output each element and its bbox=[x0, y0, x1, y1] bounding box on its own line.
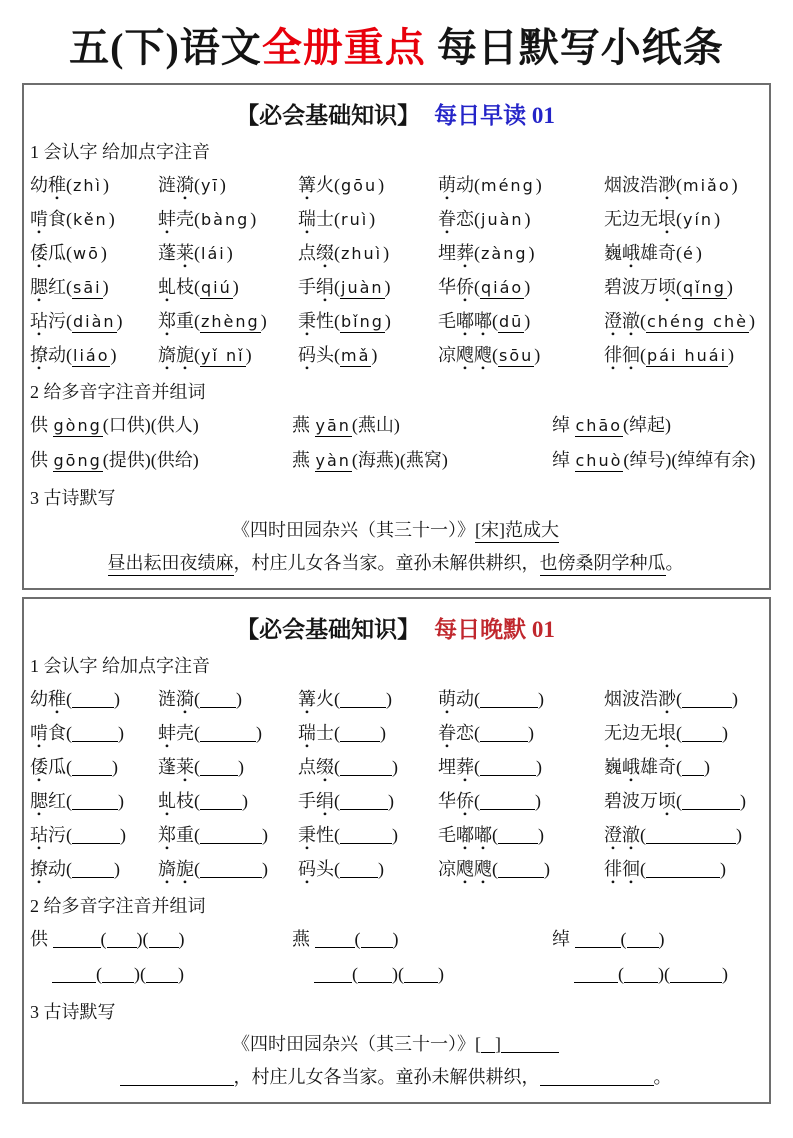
word-item: 撩动( ) bbox=[30, 859, 120, 879]
dotted-word: 点缀 bbox=[298, 243, 334, 263]
dotted-word: 撩动 bbox=[30, 859, 66, 879]
part1-heading: 1 会认字 给加点字注音 bbox=[30, 656, 210, 676]
dotted-word: 手绢 bbox=[298, 277, 334, 297]
pinyin-answer: zàng bbox=[481, 244, 528, 263]
answer-blank bbox=[358, 968, 392, 983]
word-item: 玷污( ) bbox=[30, 825, 126, 845]
word-item: 澄澈(chéng chè) bbox=[604, 311, 755, 331]
answer-blank bbox=[481, 1038, 495, 1053]
word-item: 瑞士( ) bbox=[298, 723, 386, 743]
answer-blank bbox=[501, 1038, 559, 1053]
answer-blank bbox=[102, 968, 134, 983]
word-item: 凉飕飕( ) bbox=[438, 859, 550, 879]
part3-heading: 3 古诗默写 bbox=[30, 488, 116, 508]
dotted-word: 涟漪 bbox=[158, 175, 194, 195]
word-item: 涟漪(yī) bbox=[158, 175, 226, 195]
dotted-word: 华侨 bbox=[438, 277, 474, 297]
pinyin-answer: mǎ bbox=[341, 346, 371, 365]
polyphone-item: ( )( ) bbox=[30, 957, 292, 992]
answer-blank bbox=[72, 829, 120, 844]
word-item: 码头(mǎ) bbox=[298, 345, 378, 365]
poem-text: 。 bbox=[665, 553, 684, 573]
polyphone-section bbox=[30, 922, 761, 992]
word-item: 蓬莱(lái) bbox=[158, 243, 233, 263]
dotted-word: 毛嘟嘟 bbox=[438, 825, 492, 845]
answer-blank bbox=[200, 761, 238, 776]
part3-heading: 3 古诗默写 bbox=[30, 1002, 116, 1022]
dotted-word: 碧波万顷 bbox=[604, 277, 676, 297]
answer-blank bbox=[361, 933, 393, 948]
poem-text: 《四时田园杂兴（其三十一）》 bbox=[232, 1034, 475, 1054]
dotted-word: 眷恋 bbox=[438, 209, 474, 229]
dotted-word: 烟波浩渺 bbox=[604, 689, 676, 709]
word-item: 篝火(gōu) bbox=[298, 175, 385, 195]
poem-text: 。 bbox=[653, 1067, 672, 1087]
poem-title-line bbox=[30, 514, 761, 547]
polyphone-item: 供 ( )( ) bbox=[30, 929, 185, 949]
word-grid bbox=[30, 682, 761, 886]
pinyin-answer: qiáo bbox=[481, 278, 524, 297]
word-item: 埋葬(zàng) bbox=[438, 243, 535, 263]
answer-blank bbox=[340, 727, 380, 742]
answer-blank bbox=[480, 727, 528, 742]
polyphone-row bbox=[30, 957, 761, 992]
answer-blank bbox=[404, 968, 438, 983]
dotted-word: 凉飕飕 bbox=[438, 859, 492, 879]
dotted-word: 澄澈 bbox=[604, 311, 640, 331]
word-item: 碧波万顷( ) bbox=[604, 791, 746, 811]
poem-title-line bbox=[30, 1028, 761, 1061]
answer-blank bbox=[120, 1071, 234, 1086]
answer-blank bbox=[646, 829, 736, 844]
word-item: 烟波浩渺(miǎo) bbox=[604, 175, 738, 195]
title-part-suffix: 每日默写小纸条 bbox=[425, 25, 724, 70]
word-item: 瑞士(ruì) bbox=[298, 209, 376, 229]
word-item: 蚌壳( ) bbox=[158, 723, 262, 743]
answer-blank bbox=[670, 968, 722, 983]
dotted-word: 瑞士 bbox=[298, 723, 334, 743]
part2-heading: 2 给多音字注音并组词 bbox=[30, 896, 206, 916]
dotted-word: 倭瓜 bbox=[30, 243, 66, 263]
poem-text-line bbox=[30, 1061, 761, 1094]
word-item: 萌动(méng) bbox=[438, 175, 542, 195]
polyphone-row bbox=[30, 408, 761, 443]
pinyin-answer: kěn bbox=[73, 210, 108, 229]
dotted-word: 蚌壳 bbox=[158, 723, 194, 743]
word-item: 旖旎(yǐ nǐ) bbox=[158, 345, 252, 365]
pinyin-answer: chāo bbox=[575, 416, 623, 435]
answer-blank bbox=[575, 933, 621, 948]
pinyin-answer: lái bbox=[201, 244, 226, 263]
word-item: 手绢(juàn) bbox=[298, 277, 391, 297]
answer-blank bbox=[682, 761, 704, 776]
answer-blank bbox=[646, 863, 720, 878]
answer-blank bbox=[200, 829, 262, 844]
word-item: 撩动(liáo) bbox=[30, 345, 117, 365]
pinyin-answer: wō bbox=[73, 244, 100, 263]
dotted-word: 撩动 bbox=[30, 345, 66, 365]
pinyin-answer: gòng bbox=[53, 416, 102, 435]
polyphone-item: 燕 ( ) bbox=[292, 929, 399, 949]
polyphone-row bbox=[30, 922, 761, 957]
section-header-label: 每日晚默 01 bbox=[434, 617, 555, 642]
answer-blank bbox=[498, 829, 538, 844]
dotted-word: 玷污 bbox=[30, 311, 66, 331]
answer-blank bbox=[200, 693, 236, 708]
pinyin-answer: yàn bbox=[315, 451, 351, 470]
dotted-word: 碧波万顷 bbox=[604, 791, 676, 811]
answer-blank bbox=[72, 795, 118, 810]
answer-blank bbox=[627, 933, 659, 948]
pinyin-answer: chuò bbox=[575, 451, 623, 470]
answer-blank bbox=[498, 863, 544, 878]
dotted-word: 腮红 bbox=[30, 277, 66, 297]
word-item: 码头( ) bbox=[298, 859, 384, 879]
pinyin-answer: zhì bbox=[73, 176, 102, 195]
answer-blank bbox=[682, 727, 722, 742]
answer-blank bbox=[146, 968, 178, 983]
pinyin-answer: yǐ nǐ bbox=[201, 346, 245, 365]
dotted-word: 啃食 bbox=[30, 209, 66, 229]
page-title bbox=[0, 16, 793, 73]
dotted-word: 无边无垠 bbox=[604, 723, 676, 743]
word-item: 埋葬( ) bbox=[438, 757, 542, 777]
underlined-text: [宋]范成大 bbox=[475, 520, 559, 543]
poem-text: 《四时田园杂兴（其三十一）》 bbox=[232, 520, 475, 540]
word-item: 烟波浩渺( ) bbox=[604, 689, 738, 709]
dotted-word: 虬枝 bbox=[158, 277, 194, 297]
section-header-bracket: 【必会基础知识】 bbox=[236, 617, 421, 642]
pinyin-answer: chéng chè bbox=[647, 312, 748, 331]
pinyin-answer: juàn bbox=[341, 278, 384, 297]
answer-blank bbox=[72, 863, 114, 878]
word-item: 玷污(diàn) bbox=[30, 311, 123, 331]
word-item: 啃食( ) bbox=[30, 723, 124, 743]
answer-blank bbox=[574, 968, 618, 983]
dotted-word: 萌动 bbox=[438, 175, 474, 195]
polyphone-row bbox=[30, 443, 761, 478]
word-item: 倭瓜( ) bbox=[30, 757, 118, 777]
pinyin-answer: bàng bbox=[201, 210, 250, 229]
poem-text: ] bbox=[495, 1034, 501, 1054]
word-item: 澄澈( ) bbox=[604, 825, 742, 845]
pinyin-answer: zhuì bbox=[341, 244, 383, 263]
dotted-word: 无边无垠 bbox=[604, 209, 676, 229]
answer-blank bbox=[149, 933, 179, 948]
word-item: 徘徊( ) bbox=[604, 859, 726, 879]
title-part-highlight: 全册重点 bbox=[261, 25, 426, 70]
answer-blank bbox=[53, 933, 101, 948]
word-item: 蚌壳(bàng) bbox=[158, 209, 257, 229]
word-item: 郑重(zhèng) bbox=[158, 311, 267, 331]
pinyin-answer: dū bbox=[499, 312, 524, 331]
answer-blank bbox=[72, 727, 118, 742]
dotted-word: 澄澈 bbox=[604, 825, 640, 845]
word-item: 手绢( ) bbox=[298, 791, 394, 811]
polyphone-item: 供 gòng(口供)(供人) bbox=[30, 415, 199, 435]
word-item: 眷恋(juàn) bbox=[438, 209, 531, 229]
polyphone-item: 燕 yàn(海燕)(燕窝) bbox=[292, 450, 448, 470]
pinyin-answer: bǐng bbox=[341, 312, 384, 331]
poem-text: [ bbox=[475, 1034, 481, 1054]
dotted-word: 蚌壳 bbox=[158, 209, 194, 229]
dotted-word: 眷恋 bbox=[438, 723, 474, 743]
dotted-word: 徘徊 bbox=[604, 345, 640, 365]
dotted-word: 啃食 bbox=[30, 723, 66, 743]
pinyin-answer: yín bbox=[683, 210, 714, 229]
dotted-word: 埋葬 bbox=[438, 243, 474, 263]
part2-heading: 2 给多音字注音并组词 bbox=[30, 382, 206, 402]
answer-blank bbox=[340, 829, 392, 844]
pinyin-answer: é bbox=[683, 244, 695, 263]
pinyin-answer: gōu bbox=[341, 176, 378, 195]
dotted-word: 腮红 bbox=[30, 791, 66, 811]
word-item: 巍峨雄奇(é) bbox=[604, 243, 702, 263]
section-header bbox=[30, 97, 761, 130]
dotted-word: 毛嘟嘟 bbox=[438, 311, 492, 331]
answer-blank bbox=[72, 693, 114, 708]
dotted-word: 蓬莱 bbox=[158, 757, 194, 777]
polyphone-item: 绰 chuò(绰号)(绰绰有余) bbox=[552, 450, 756, 470]
word-item: 无边无垠( ) bbox=[604, 723, 728, 743]
word-item: 腮红(sāi) bbox=[30, 277, 109, 297]
answer-blank bbox=[682, 795, 740, 810]
polyphone-item: 绰 ( ) bbox=[552, 929, 665, 949]
word-item: 毛嘟嘟(dū) bbox=[438, 311, 531, 331]
section-header bbox=[30, 611, 761, 644]
pinyin-answer: pái huái bbox=[647, 346, 728, 365]
word-item: 徘徊(pái huái) bbox=[604, 345, 735, 365]
dotted-word: 玷污 bbox=[30, 825, 66, 845]
word-item: 啃食(kěn) bbox=[30, 209, 115, 229]
word-item: 秉性(bǐng) bbox=[298, 311, 391, 331]
morning-reading-card bbox=[22, 83, 771, 590]
dotted-word: 凉飕飕 bbox=[438, 345, 492, 365]
polyphone-item: 绰 chāo(绰起) bbox=[552, 415, 672, 435]
word-item: 无边无垠(yín) bbox=[604, 209, 721, 229]
pinyin-answer: diàn bbox=[73, 312, 116, 331]
answer-blank bbox=[340, 795, 388, 810]
word-item: 幼稚(zhì) bbox=[30, 175, 109, 195]
pinyin-answer: ruì bbox=[341, 210, 369, 229]
dotted-word: 蓬莱 bbox=[158, 243, 194, 263]
word-item: 郑重( ) bbox=[158, 825, 268, 845]
answer-blank bbox=[52, 968, 96, 983]
word-item: 旖旎( ) bbox=[158, 859, 268, 879]
answer-blank bbox=[340, 761, 392, 776]
answer-blank bbox=[200, 863, 262, 878]
dotted-word: 埋葬 bbox=[438, 757, 474, 777]
word-item: 萌动( ) bbox=[438, 689, 544, 709]
word-item: 篝火( ) bbox=[298, 689, 392, 709]
section-header-bracket: 【必会基础知识】 bbox=[236, 103, 421, 128]
answer-blank bbox=[315, 933, 355, 948]
word-item: 虬枝( ) bbox=[158, 791, 248, 811]
word-grid bbox=[30, 168, 761, 372]
pinyin-answer: sōu bbox=[499, 346, 534, 365]
dotted-word: 幼稚 bbox=[30, 175, 66, 195]
polyphone-section bbox=[30, 408, 761, 478]
answer-blank bbox=[540, 1071, 654, 1086]
polyphone-item: ( )( ) bbox=[292, 957, 552, 992]
word-item: 毛嘟嘟( ) bbox=[438, 825, 544, 845]
dotted-word: 手绢 bbox=[298, 791, 334, 811]
word-item: 虬枝(qiú) bbox=[158, 277, 239, 297]
answer-blank bbox=[340, 693, 386, 708]
word-item: 眷恋( ) bbox=[438, 723, 534, 743]
dotted-word: 倭瓜 bbox=[30, 757, 66, 777]
dotted-word: 旖旎 bbox=[158, 345, 194, 365]
pinyin-answer: liáo bbox=[73, 346, 110, 365]
word-item: 幼稚( ) bbox=[30, 689, 120, 709]
pinyin-answer: qiú bbox=[201, 278, 232, 297]
dotted-word: 旖旎 bbox=[158, 859, 194, 879]
polyphone-item: 燕 yān(燕山) bbox=[292, 415, 400, 435]
section-header-label: 每日早读 01 bbox=[434, 103, 555, 128]
evening-dictation-card bbox=[22, 597, 771, 1104]
answer-blank bbox=[682, 693, 732, 708]
dotted-word: 虬枝 bbox=[158, 791, 194, 811]
answer-blank bbox=[480, 693, 538, 708]
answer-blank bbox=[72, 761, 112, 776]
word-item: 蓬莱( ) bbox=[158, 757, 244, 777]
word-item: 华侨( ) bbox=[438, 791, 541, 811]
dotted-word: 徘徊 bbox=[604, 859, 640, 879]
polyphone-item: 供 gōng(提供)(供给) bbox=[30, 450, 199, 470]
polyphone-item: ( )( ) bbox=[552, 957, 761, 992]
dotted-word: 烟波浩渺 bbox=[604, 175, 676, 195]
pinyin-answer: yī bbox=[201, 176, 219, 195]
answer-blank bbox=[200, 795, 242, 810]
answer-blank bbox=[314, 968, 352, 983]
pinyin-answer: sāi bbox=[73, 278, 102, 297]
dotted-word: 幼稚 bbox=[30, 689, 66, 709]
answer-blank bbox=[480, 761, 536, 776]
title-part-grade: 五(下)语文 bbox=[69, 25, 262, 70]
dotted-word: 巍峨雄奇 bbox=[604, 757, 676, 777]
word-item: 倭瓜(wō) bbox=[30, 243, 107, 263]
word-item: 华侨(qiáo) bbox=[438, 277, 531, 297]
dotted-word: 萌动 bbox=[438, 689, 474, 709]
word-item: 凉飕飕(sōu) bbox=[438, 345, 541, 365]
dotted-word: 瑞士 bbox=[298, 209, 334, 229]
answer-blank bbox=[340, 863, 378, 878]
underlined-text: 昼出耘田夜绩麻 bbox=[108, 553, 234, 576]
dotted-word: 郑重 bbox=[158, 825, 194, 845]
answer-blank bbox=[624, 968, 658, 983]
word-item: 碧波万顷(qǐng) bbox=[604, 277, 733, 297]
pinyin-answer: miǎo bbox=[683, 176, 731, 195]
word-item: 涟漪( ) bbox=[158, 689, 242, 709]
word-item: 点缀( ) bbox=[298, 757, 398, 777]
dotted-word: 篝火 bbox=[298, 175, 334, 195]
dotted-word: 华侨 bbox=[438, 791, 474, 811]
dotted-word: 秉性 bbox=[298, 825, 334, 845]
word-item: 腮红( ) bbox=[30, 791, 124, 811]
word-item: 秉性( ) bbox=[298, 825, 398, 845]
answer-blank bbox=[480, 795, 535, 810]
pinyin-answer: juàn bbox=[481, 210, 524, 229]
word-item: 点缀(zhuì) bbox=[298, 243, 390, 263]
poem-text: ，村庄儿女各当家。童孙未解供耕织， bbox=[233, 1067, 540, 1087]
pinyin-answer: méng bbox=[481, 176, 535, 195]
dotted-word: 巍峨雄奇 bbox=[604, 243, 676, 263]
pinyin-answer: gōng bbox=[53, 451, 102, 470]
dotted-word: 点缀 bbox=[298, 757, 334, 777]
underlined-text: 也傍桑阴学种瓜 bbox=[540, 553, 666, 576]
poem-text: ，村庄儿女各当家。童孙未解供耕织， bbox=[233, 553, 540, 573]
dotted-word: 郑重 bbox=[158, 311, 194, 331]
pinyin-answer: qǐng bbox=[683, 278, 726, 297]
answer-blank bbox=[107, 933, 137, 948]
dotted-word: 篝火 bbox=[298, 689, 334, 709]
pinyin-answer: zhèng bbox=[201, 312, 260, 331]
dotted-word: 码头 bbox=[298, 345, 334, 365]
part1-heading: 1 会认字 给加点字注音 bbox=[30, 142, 210, 162]
dotted-word: 秉性 bbox=[298, 311, 334, 331]
word-item: 巍峨雄奇( ) bbox=[604, 757, 710, 777]
dotted-word: 涟漪 bbox=[158, 689, 194, 709]
answer-blank bbox=[200, 727, 256, 742]
poem-text-line bbox=[30, 547, 761, 580]
dotted-word: 码头 bbox=[298, 859, 334, 879]
pinyin-answer: yān bbox=[315, 416, 351, 435]
